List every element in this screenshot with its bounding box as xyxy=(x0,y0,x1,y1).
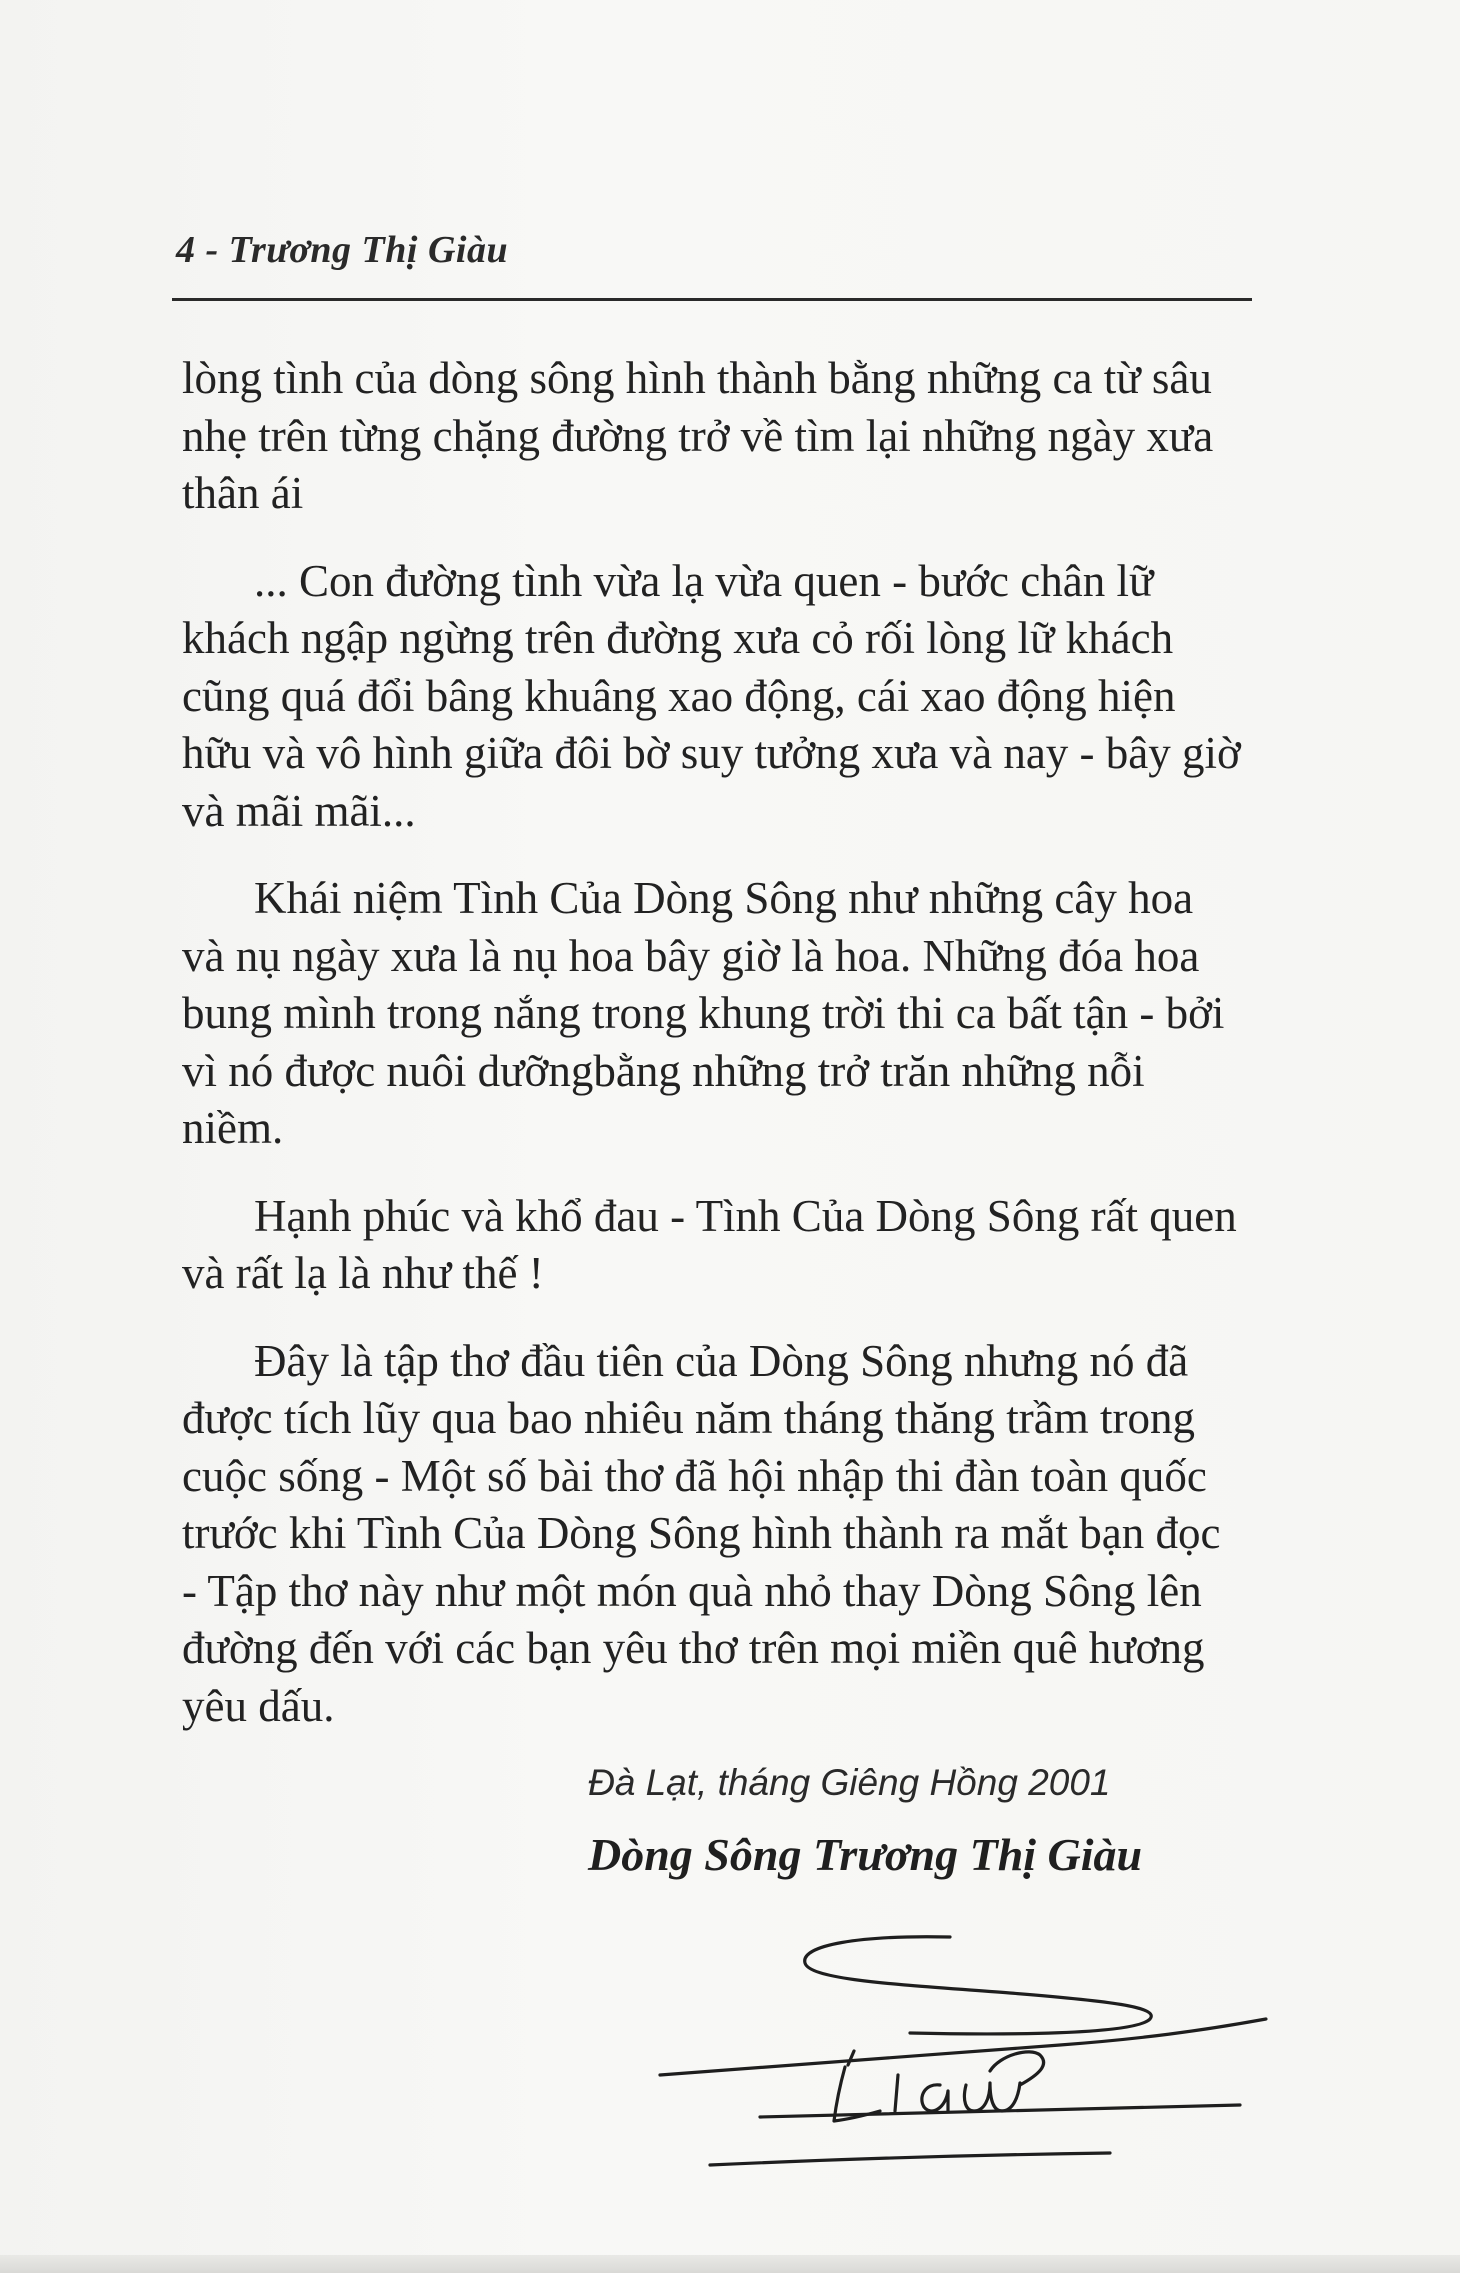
paragraph: Hạnh phúc và khổ đau - Tình Của Dòng Sông rất quen và rất lạ là như thế ! xyxy=(182,1190,1237,1298)
running-header: 4 - Trương Thị Giàu xyxy=(176,229,509,271)
page-bottom-edge xyxy=(0,2255,1460,2273)
paragraph: Đây là tập thơ đầu tiên của Dòng Sông nhưng nó đã được tích lũy qua bao nhiêu năm tháng thăng trầm trong cuộc sống - Một số bài thơ đã hội nhập thi đàn toàn quốc trước khi Tình Của Dòng Sông hình thành ra mắt bạn đọc - Tập thơ này như một món quà nhỏ thay Dòng Sông lên đường đến với các bạn yêu thơ trên mọi miền quê hương yêu dấu. xyxy=(182,1335,1221,1731)
body-text xyxy=(182,350,1244,1765)
paragraph: ... Con đường tình vừa lạ vừa quen - bước chân lữ khách ngập ngừng trên đường xưa cỏ rối lòng lữ khách cũng quá đổi bâng khuâng xao động, cái xao động hiện hữu và vô hình giữa đôi bờ suy tưởng xưa và nay - bây giờ và mãi mãi... xyxy=(182,555,1241,836)
paragraph: Khái niệm Tình Của Dòng Sông như những cây hoa và nụ ngày xưa là nụ hoa bây giờ là hoa. Những đóa hoa bung mình trong nắng trong khung trời thi ca bất tận - bởi vì nó được nuôi dưỡngbằng những trở trăn những nỗi niềm. xyxy=(182,873,1225,1153)
author-name: Dòng Sông Trương Thị Giàu xyxy=(588,1829,1143,1880)
header-rule xyxy=(172,298,1252,301)
dateline: Đà Lạt, tháng Giêng Hồng 2001 xyxy=(588,1762,1111,1803)
handwritten-signature xyxy=(640,1915,1280,2175)
paragraph: lòng tình của dòng sông hình thành bằng những ca từ sâu nhẹ trên từng chặng đường trở về tìm lại những ngày xưa thân ái xyxy=(182,353,1214,518)
